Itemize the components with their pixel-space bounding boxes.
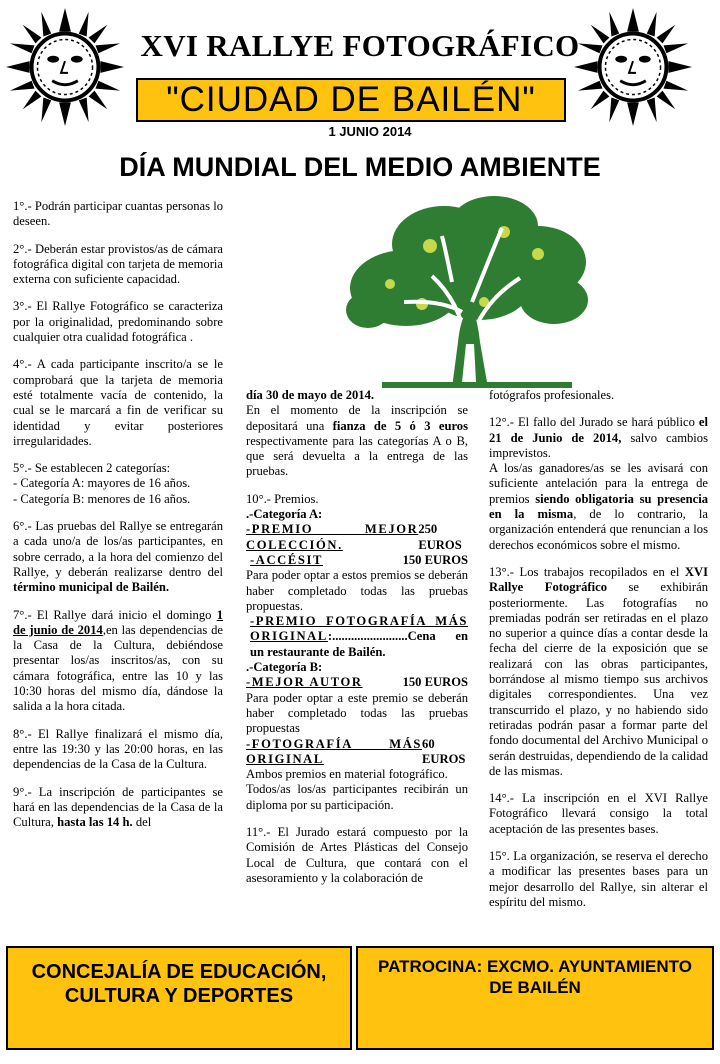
sun-face-right-icon <box>574 8 692 126</box>
prize-1-name: -PREMIO MEJOR COLECCIÓN. <box>246 522 419 552</box>
rule-12-date: el 21 de Junio de 2014, <box>489 415 708 445</box>
prize-1 <box>246 522 468 553</box>
rule-9-fianza: fianza de 5 ó 3 euros <box>332 418 469 433</box>
rule-5-category-a: - Categoría A: mayores de 16 años. <box>13 476 191 491</box>
prize-4-amount: 150 EUROS <box>402 675 468 690</box>
prize-3 <box>246 614 468 660</box>
footer-organizer: CONCEJALÍA DE EDUCACIÓN, CULTURA Y DEPORTES <box>6 946 352 1050</box>
rule-11-end: fotógrafos profesionales. <box>489 388 615 402</box>
rule-9-text-e: respectivamente para las categorías A o B, que será devuelta a la entrega de las pruebas. <box>246 433 468 479</box>
rule-13-text-a: 13°.- Los trabajos recopilados en el <box>489 564 685 579</box>
page-title: XVI RALLYE FOTOGRÁFICO <box>140 28 580 63</box>
prize-3-rest: :........................Cena en un restaurante de Bailén. <box>250 629 468 659</box>
rule-6 <box>13 519 223 595</box>
rule-11: 11°.- El Jurado estará compuesto por la Comisión de Artes Plásticas del Consejo Local de Cultura, que contará con el asesoramiento y la colaboración de <box>246 825 468 885</box>
rule-5 <box>13 461 223 507</box>
event-date: 1 JUNIO 2014 <box>328 124 412 139</box>
rule-12-text-d: , de lo contrario, la organización entenderá que renuncian a los derechos económicos sobre el mismo. <box>489 507 708 552</box>
rules-column-1 <box>13 199 223 830</box>
prize-5 <box>246 737 468 768</box>
headline: DÍA MUNDIAL DEL MEDIO AMBIENTE <box>119 152 601 182</box>
rule-1: 1°.- Podrán participar cuantas personas lo deseen. <box>13 199 223 229</box>
rule-2: 2°.- Deberán estar provistos/as de cámara fotográfica digital con tarjeta de memoria externa con suficiente capacidad. <box>13 241 223 287</box>
rules-column-3 <box>489 388 708 922</box>
prize-2-name: -ACCÉSIT <box>250 552 323 567</box>
rule-6-text: 6°.- Las pruebas del Rallye se entregarán a cada uno/a de los/as participantes, en sobre cerrado, a la hora del comienzo del Rallye, y deberán realizarse dentro del <box>13 519 223 579</box>
rule-10-intro: 10°.- Premios. <box>246 491 319 506</box>
category-b-heading: .-Categoría B: <box>246 660 323 675</box>
rule-13-text-b: se exhibirán posteriormente. Las fotografías no premiadas podrán ser retiradas en el plazo no superior a quince días a contar desde la fecha del cierre de la exposición que se realizará con las obras participantes, borrándose al mismo tiempo sus archivos digitales correspondientes. Una vez transcurrido el plazo, y no habiendo sido retiradas podrán pasar a formar parte del fondo documental del Archivo Municipal o serán destruidas, dependiendo de la calidad de las mismas. <box>489 580 708 778</box>
tree-icon <box>342 192 592 388</box>
rule-12-bold: siendo obligatoria su presencia en la misma <box>489 491 708 522</box>
rules-column-2 <box>246 388 468 886</box>
rule-13-bold: XVI Rallye Fotográfico <box>489 564 708 595</box>
rule-3: 3°.- El Rallye Fotográfico se caracteriza por la originalidad, predominando sobre cualquier otra cualidad fotográfica . <box>13 299 223 345</box>
rule-8: 8°.- El Rallye finalizará el mismo día, entre las 19:30 y las 20:00 horas, en las dependencias de la Casa de la Cultura. <box>13 726 223 772</box>
rule-12-text-c: A los/as ganadores/as se les avisará con suficiente antelación para la entrega de premios <box>489 461 708 506</box>
rule-15: 15°. La organización, se reserva el derecho a modificar las presentes bases para un mejor desarrollo del Rallye, sin alterar el espíritu del mismo. <box>489 849 708 909</box>
prize-diploma: Todos/as los/as participantes recibirán un diploma por su participación. <box>246 782 468 812</box>
subtitle-banner: "CIUDAD DE BAILÉN" <box>136 78 566 122</box>
prize-note-b: Para poder optar a este premio se deberán haber completado todas las pruebas propuestas <box>246 690 468 736</box>
rule-9-bold: hasta las 14 h. <box>57 815 133 830</box>
prize-4 <box>246 675 468 690</box>
rule-9-text-a: 9°.- La inscripción de participantes se hará en las dependencias de la Casa de la Cultura, <box>13 784 223 830</box>
rule-7-text-a: 7°.- El Rallye dará inicio el domingo <box>13 607 217 622</box>
rule-5-intro: 5°.- Se establecen 2 categorías: <box>13 461 171 476</box>
prize-3-name: -PREMIO FOTOGRAFÍA MÁS ORIGINAL <box>250 614 468 644</box>
prize-2-amount: 150 EUROS <box>402 552 468 567</box>
category-a-heading: .-Categoría A: <box>246 507 323 522</box>
rule-9-continued <box>246 388 468 480</box>
prize-5-name: -FOTOGRAFÍA MÁS ORIGINAL <box>246 736 423 766</box>
prize-5-amount: 60 EUROS <box>422 736 466 766</box>
rule-12-text-a: 12°.- El fallo del Jurado se hará público <box>489 415 699 430</box>
sun-face-left-icon <box>6 8 124 126</box>
rule-6-bold: término municipal de Bailén. <box>13 580 170 595</box>
rule-12-text-b: salvo cambios imprevistos. <box>489 430 709 460</box>
prize-1-amount: 250 EUROS <box>418 522 462 552</box>
rule-7-text-b: ,en las dependencias de la Casa de la Cultura, debiéndose presentar los/as inscritos/as, con su cámara fotográfica, entre las 10 y las 10:30 horas del mismo día, dándose la salida a la hora citada. <box>13 622 223 714</box>
rule-9 <box>13 785 223 831</box>
prize-4-name: -MEJOR AUTOR <box>246 675 363 690</box>
rule-9-text-b: del <box>132 815 152 830</box>
rule-12 <box>489 415 708 553</box>
footer-sponsor: PATROCINA: EXCMO. AYUNTAMIENTO DE BAILÉN <box>356 946 714 1050</box>
rule-4: 4°.- A cada participante inscrito/a se le comprobará que la tarjeta de memoria esté totalmente vacía de contenido, la cual se le marcará a fin de verificar su identidad y evitar posteriores irregularidades. <box>13 357 223 448</box>
prize-material: Ambos premios en material fotográfico. <box>246 767 448 782</box>
rule-7 <box>13 608 223 715</box>
prize-2 <box>246 553 468 568</box>
rule-14: 14°.- La inscripción en el XVI Rallye Fotográfico llevará consigo la total aceptación de las presentes bases. <box>489 791 708 836</box>
rule-13 <box>489 565 708 779</box>
prize-note-a: Para poder optar a estos premios se deberán haber completado todas las pruebas propuestas. <box>246 568 468 613</box>
rule-5-category-b: - Categoría B: menores de 16 años. <box>13 491 191 506</box>
rule-7-date: 1 de junio de 2014 <box>13 607 223 637</box>
rule-9-text-d: En el momento de la inscripción se depositará una <box>246 403 468 433</box>
rule-9-deadline: día 30 de mayo de 2014. <box>246 388 375 402</box>
